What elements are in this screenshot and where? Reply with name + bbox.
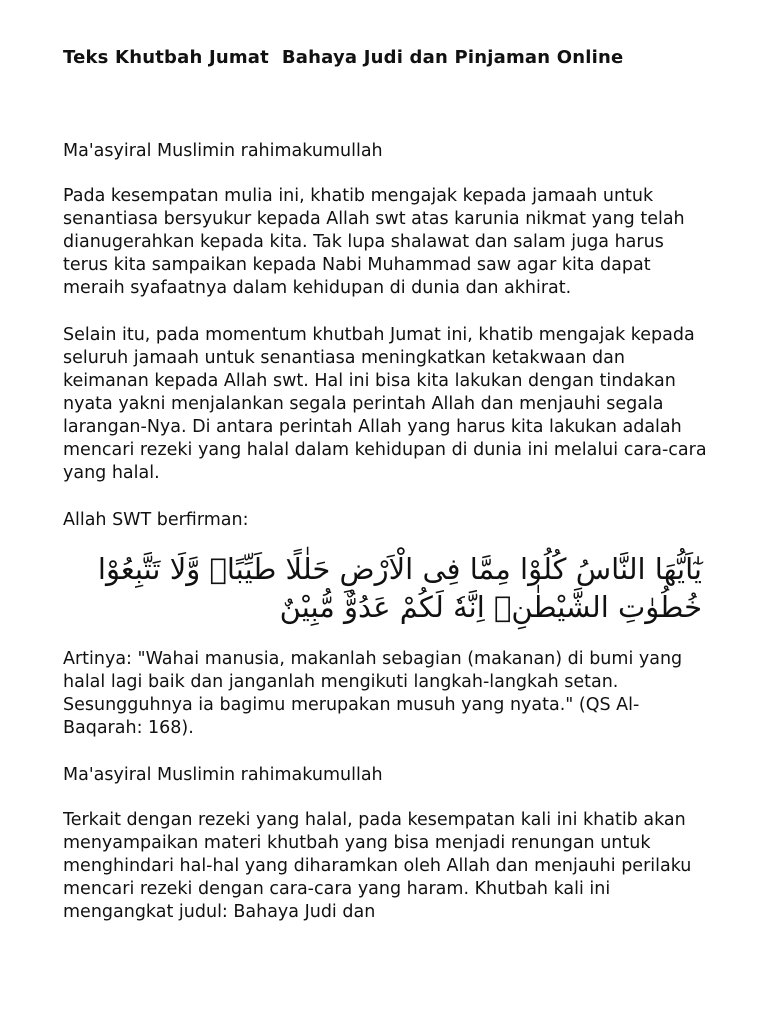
greeting-text-2: Ma'asyiral Muslimin rahimakumullah — [63, 765, 383, 785]
opening-paragraph: Pada kesempatan mulia ini, khatib mengajak kepada jamaah untuk senantiasa bersyukur kepada Allah swt atas karunia nikmat yang telah dianugerahkan kepada kita. Tak lupa shalawat dan salam juga harus terus kita sampaikan kepada Nabi Muhammad saw agar kita dapat meraih syafaatnya dalam kehidupan di dunia dan akhirat. — [63, 186, 685, 298]
taqwa-paragraph: Selain itu, pada momentum khutbah Jumat ini, khatib mengajak kepada seluruh jamaah untuk senantiasa meningkatkan ketakwaan dan keimanan kepada Allah swt. Hal ini bisa kita lakukan dengan tindakan nyata yakni menjalankan segala perintah Allah dan menjauhi segala larangan-Nya. Di antara perintah Allah yang harus kita lakukan adalah mencari rezeki yang halal dalam kehidupan di dunia ini melalui cara-cara yang halal. — [63, 325, 707, 483]
topic-paragraph: Terkait dengan rezeki yang halal, pada kesempatan kali ini khatib akan menyampaikan materi khutbah yang bisa menjadi renungan untuk menghindari hal-hal yang diharamkan oleh Allah dan menjauhi perilaku mencari rezeki dengan cara-cara yang haram. Khutbah kali ini mengangkat judul: Bahaya Judi dan — [63, 810, 692, 922]
document-title: Teks Khutbah Jumat Bahaya Judi dan Pinjaman Online — [63, 47, 624, 68]
firman-intro-text: Allah SWT berfirman: — [63, 510, 249, 530]
greeting-text: Ma'asyiral Muslimin rahimakumullah — [63, 141, 383, 161]
verse-translation: Artinya: "Wahai manusia, makanlah sebagian (makanan) di bumi yang halal lagi baik dan janganlah mengikuti langkah-langkah setan. Sesungguhnya ia bagimu merupakan musuh yang nyata." (QS Al-Baqarah: 168). — [63, 649, 683, 738]
arabic-verse: يٰٓاَيُّهَا النَّاسُ كُلُوْا مِمَّا فِى الْاَرْضِ حَلٰلًا طَيِّبًاۖ وَّلَا تَتَّبِعُوْا خُطُوٰتِ الشَّيْطٰنِۗ اِنَّهٗ لَكُمْ عَدُوٌّ مُّبِيْنٌ — [97, 552, 702, 624]
